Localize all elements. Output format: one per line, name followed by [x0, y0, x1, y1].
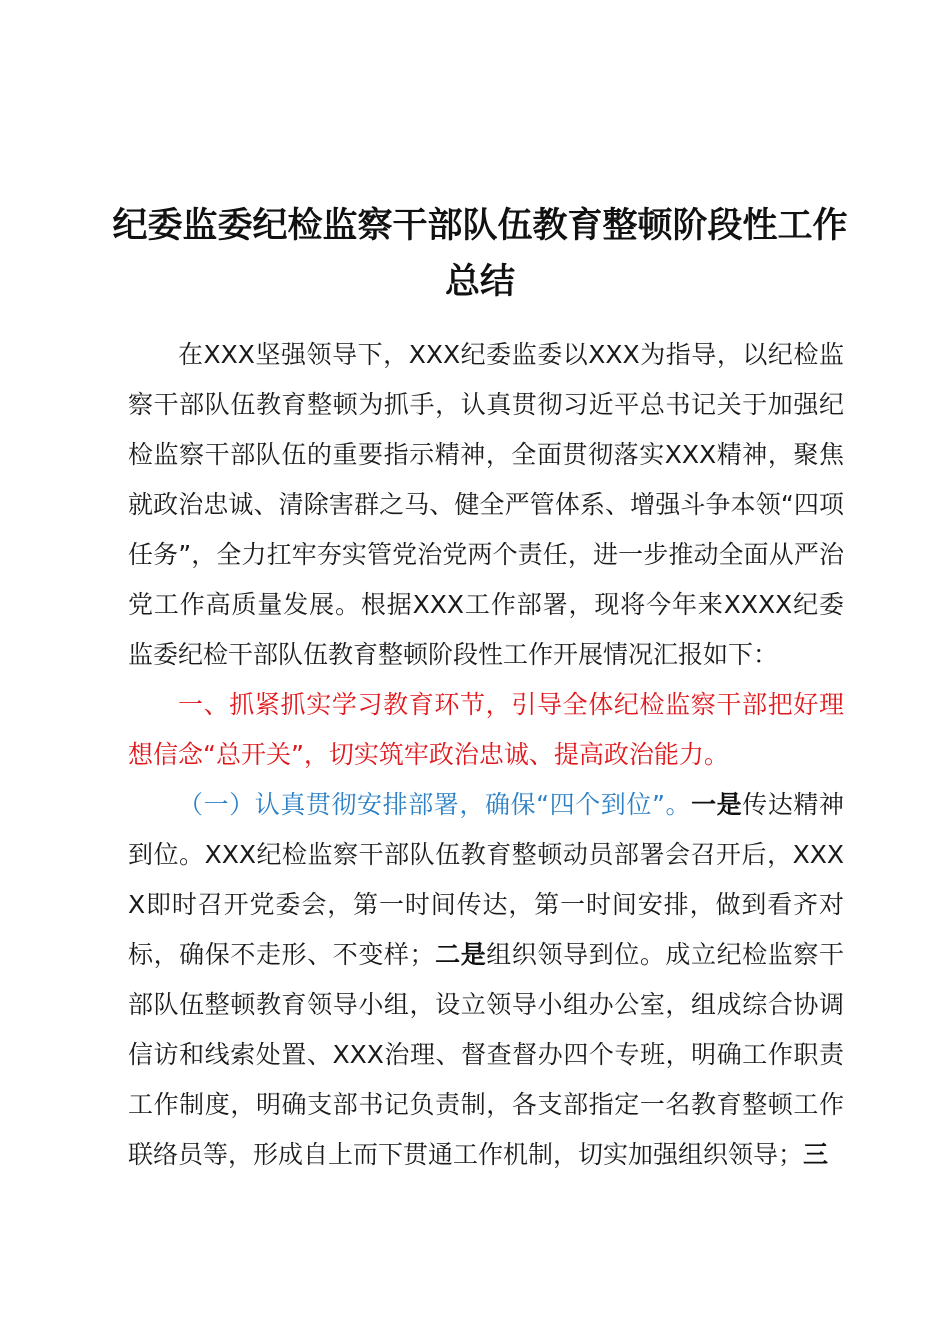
lead-marker-2: 二是	[434, 940, 487, 969]
section-heading-1: 一、抓紧抓实学习教育环节，引导全体纪检监察干部把好理想信念“总开关”，切实筑牢政治忠诚、提高政治能力。	[128, 690, 844, 769]
lead-marker-3: 三	[803, 1140, 829, 1169]
lead-marker-1: 一是	[691, 790, 743, 819]
document-body	[128, 330, 844, 1180]
subsection-heading-1: （一）认真贯彻安排部署，确保“四个到位”。	[178, 790, 692, 819]
subsection-text-1: 传达精神到位。XXX纪检监察干部队伍教育整顿动员部署会召开后，XXXX即时召开党委会，第一时间传达，第一时间安排，做到看齐对标，确保不走形、不变样；	[128, 790, 844, 969]
subsection-paragraph-1	[128, 780, 844, 1180]
document-title: 纪委监委纪检监察干部队伍教育整顿阶段性工作总结	[112, 206, 848, 302]
subsection-text-2: 组织领导到位。成立纪检监察干部队伍整顿教育领导小组，设立领导小组办公室，组成综合协调信访和线索处置、XXX治理、督查督办四个专班，明确工作职责工作制度，明确支部书记负责制，各支部指定一名教育整顿工作联络员等，形成自上而下贯通工作机制，切实加强组织领导；	[128, 940, 844, 1169]
intro-paragraph: 在XXX坚强领导下，XXX纪委监委以XXX为指导，以纪检监察干部队伍教育整顿为抓手，认真贯彻习近平总书记关于加强纪检监察干部队伍的重要指示精神，全面贯彻落实XXX精神，聚焦就政治忠诚、清除害群之马、健全严管体系、增强斗争本领“四项任务”，全力扛牢夯实管党治党两个责任，进一步推动全面从严治党工作高质量发展。根据XXX工作部署，现将今年来XXXX纪委监委纪检干部队伍教育整顿阶段性工作开展情况汇报如下：	[128, 340, 844, 669]
